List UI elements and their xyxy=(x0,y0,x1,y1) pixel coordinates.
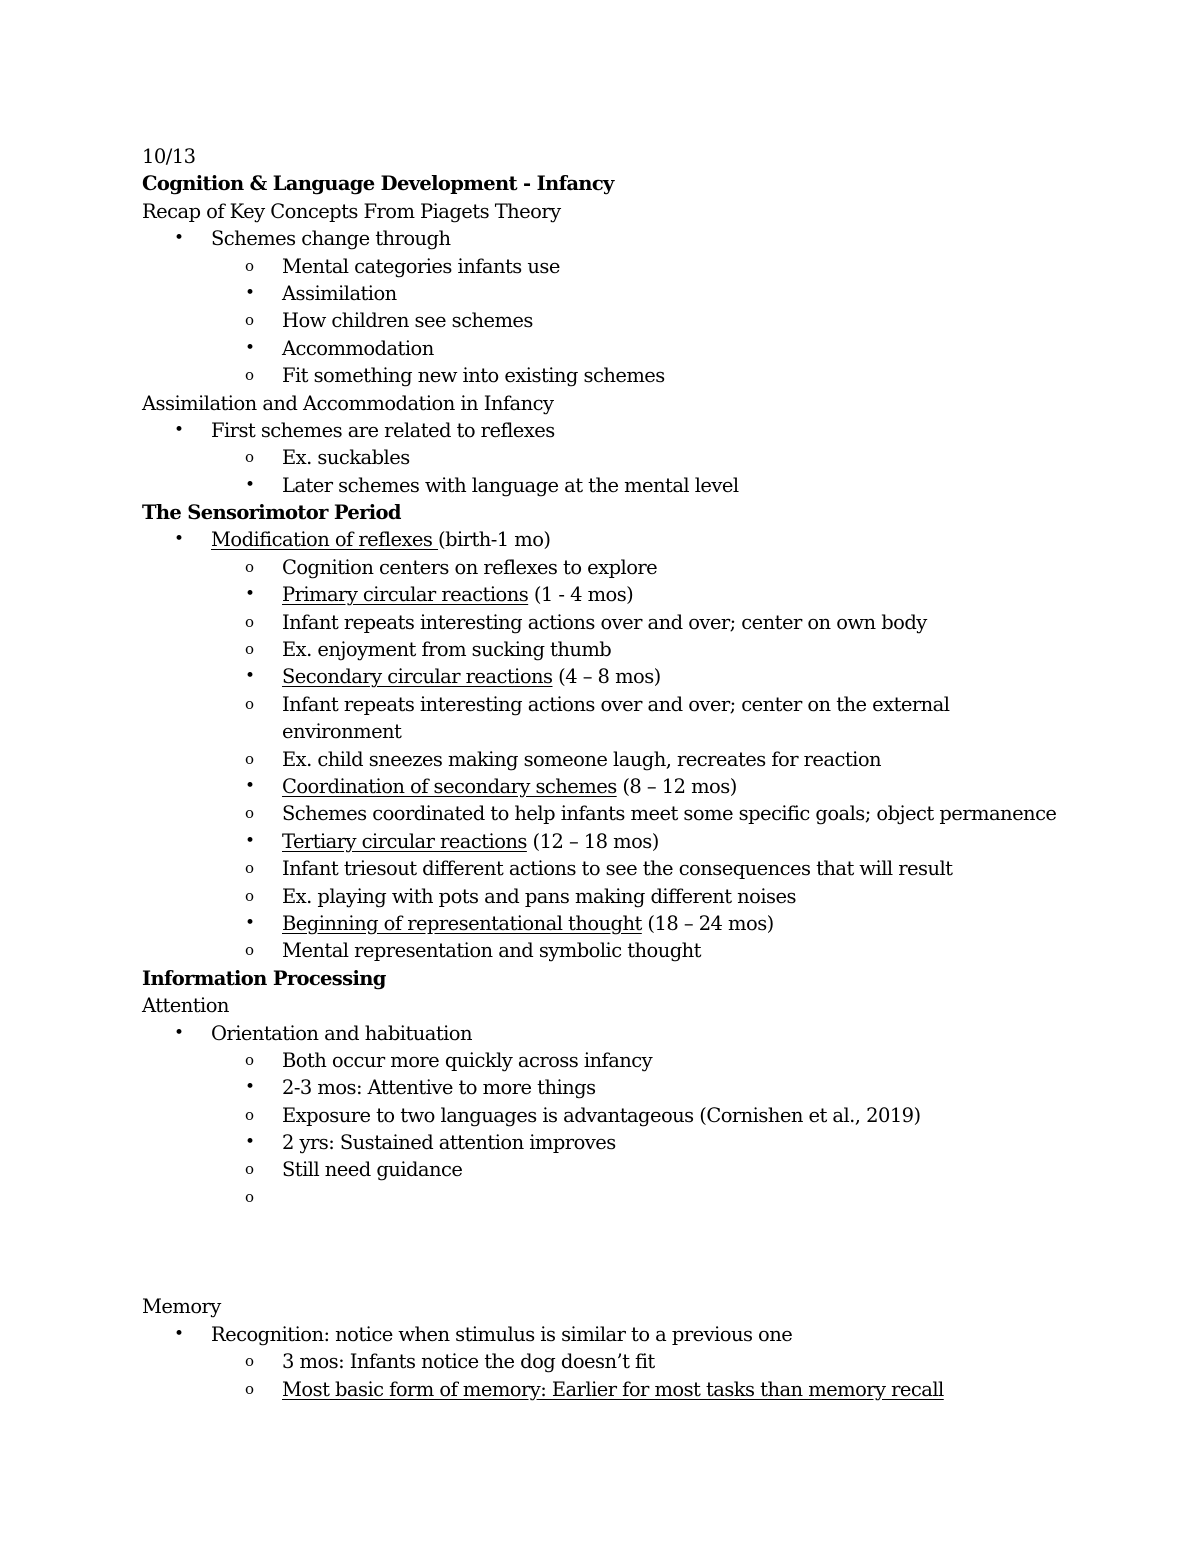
list-item: o Infant repeats interesting actions over and over; center on the external xyxy=(142,691,1142,718)
list-item: o Infant triesout different actions to see the consequences that will result xyxy=(142,855,1142,882)
list-item: o Fit something new into existing schemes xyxy=(142,362,1142,389)
bullet-icon: • xyxy=(245,775,255,796)
bullet-icon: • xyxy=(245,1132,255,1153)
bullet-icon: • xyxy=(245,282,255,303)
list-item: • Beginning of representational thought (18 – 24 mos) xyxy=(142,910,1142,937)
list-item: o Mental representation and symbolic thought xyxy=(142,937,1142,964)
list-item-continuation: environment xyxy=(282,720,402,744)
circle-bullet-icon: o xyxy=(245,749,254,768)
circle-bullet-icon: o xyxy=(245,256,254,275)
list-item: • Later schemes with language at the mental level xyxy=(142,472,1142,499)
section-heading-sensorimotor: The Sensorimotor Period xyxy=(142,501,401,525)
list-item: • Tertiary circular reactions (12 – 18 mos) xyxy=(142,828,1142,855)
blank-line xyxy=(142,1239,1142,1266)
list-item: • Schemes change through xyxy=(142,225,1142,252)
list-item: • 2 yrs: Sustained attention improves xyxy=(142,1129,1142,1156)
list-item: o Infant repeats interesting actions over and over; center on own body xyxy=(142,609,1142,636)
notes-body xyxy=(142,143,1142,1403)
section-heading-assimilation: Assimilation and Accommodation in Infancy xyxy=(142,391,554,415)
circle-bullet-icon: o xyxy=(245,1187,254,1206)
circle-bullet-icon: o xyxy=(245,886,254,905)
circle-bullet-icon: o xyxy=(245,1352,254,1371)
bullet-icon: • xyxy=(245,830,255,851)
list-item: • First schemes are related to reflexes xyxy=(142,417,1142,444)
list-item: o Both occur more quickly across infancy xyxy=(142,1047,1142,1074)
list-item: o Mental categories infants use xyxy=(142,253,1142,280)
circle-bullet-icon: o xyxy=(245,694,254,713)
circle-bullet-icon: o xyxy=(245,1160,254,1179)
date: 10/13 xyxy=(142,145,196,168)
circle-bullet-icon: o xyxy=(245,1379,254,1398)
circle-bullet-icon: o xyxy=(245,804,254,823)
list-item: o Ex. playing with pots and pans making different noises xyxy=(142,883,1142,910)
section-heading-information-processing: Information Processing xyxy=(142,966,386,990)
bullet-icon: • xyxy=(245,1077,255,1098)
list-item: • Modification of reflexes (birth-1 mo) xyxy=(142,526,1142,553)
list-item: • Accommodation xyxy=(142,335,1142,362)
list-item: o Ex. suckables xyxy=(142,444,1142,471)
bullet-icon: • xyxy=(174,529,184,550)
list-item: • Assimilation xyxy=(142,280,1142,307)
bullet-icon: • xyxy=(174,419,184,440)
bullet-icon: • xyxy=(245,474,255,495)
circle-bullet-icon: o xyxy=(245,366,254,385)
list-item: o Exposure to two languages is advantageous (Cornishen et al., 2019) xyxy=(142,1102,1142,1129)
bullet-icon: • xyxy=(174,1323,184,1344)
circle-bullet-icon: o xyxy=(245,640,254,659)
page-title: Cognition & Language Development - Infancy xyxy=(142,172,614,196)
list-item: • Coordination of secondary schemes (8 – 12 mos) xyxy=(142,773,1142,800)
section-heading-piaget: Recap of Key Concepts From Piagets Theory xyxy=(142,199,561,223)
list-item: o How children see schemes xyxy=(142,307,1142,334)
list-item: • Secondary circular reactions (4 – 8 mos) xyxy=(142,663,1142,690)
bullet-icon: • xyxy=(245,912,255,933)
bullet-icon: • xyxy=(245,337,255,358)
subsection-heading-attention: Attention xyxy=(142,994,229,1018)
circle-bullet-icon: o xyxy=(245,941,254,960)
bullet-icon: • xyxy=(174,228,184,249)
circle-bullet-icon: o xyxy=(245,859,254,878)
list-item: • 2-3 mos: Attentive to more things xyxy=(142,1074,1142,1101)
list-item: o Most basic form of memory: Earlier for most tasks than memory recall xyxy=(142,1376,1142,1403)
bullet-icon: • xyxy=(174,1022,184,1043)
circle-bullet-icon: o xyxy=(245,1050,254,1069)
circle-bullet-icon: o xyxy=(245,612,254,631)
list-item: • Recognition: notice when stimulus is similar to a previous one xyxy=(142,1321,1142,1348)
list-item: o Schemes coordinated to help infants meet some specific goals; object permanence xyxy=(142,800,1142,827)
list-item: o Cognition centers on reflexes to explore xyxy=(142,554,1142,581)
circle-bullet-icon: o xyxy=(245,1105,254,1124)
list-item: o Ex. child sneezes making someone laugh, recreates for reaction xyxy=(142,746,1142,773)
list-item: • Orientation and habituation xyxy=(142,1020,1142,1047)
list-item-empty xyxy=(142,1184,1142,1211)
blank-line xyxy=(142,1266,1142,1293)
subsection-heading-memory: Memory xyxy=(142,1295,221,1319)
blank-line xyxy=(142,1211,1142,1238)
circle-bullet-icon: o xyxy=(245,557,254,576)
bullet-icon: • xyxy=(245,584,255,605)
circle-bullet-icon: o xyxy=(245,311,254,330)
list-item: o Ex. enjoyment from sucking thumb xyxy=(142,636,1142,663)
circle-bullet-icon: o xyxy=(245,448,254,467)
list-item: o Still need guidance xyxy=(142,1156,1142,1183)
list-item: • Primary circular reactions (1 - 4 mos) xyxy=(142,581,1142,608)
bullet-icon: • xyxy=(245,666,255,687)
list-item: o 3 mos: Infants notice the dog doesn’t fit xyxy=(142,1348,1142,1375)
